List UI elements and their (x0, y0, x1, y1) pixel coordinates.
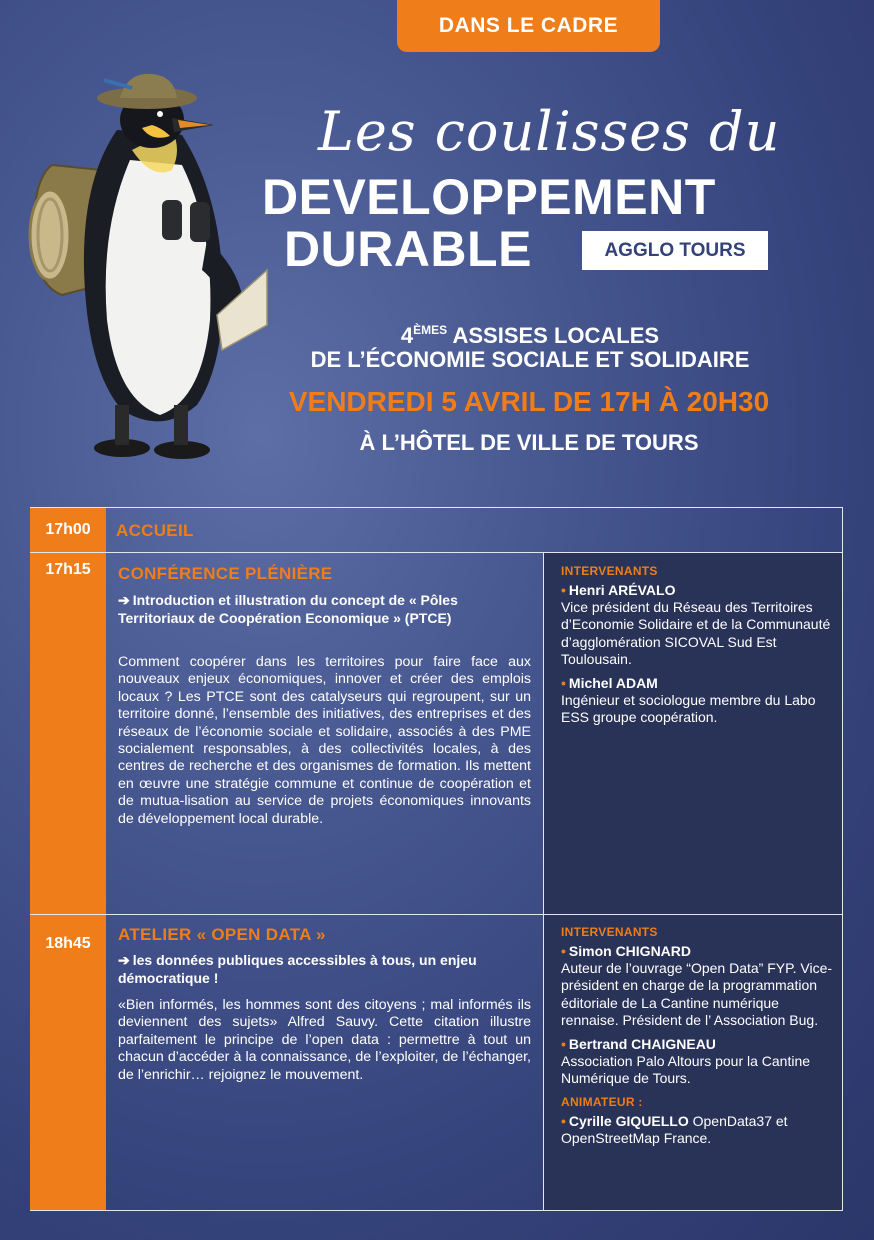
arrow-right-icon: ➔ (118, 592, 130, 608)
arrow-right-icon: ➔ (118, 952, 130, 968)
dans-le-cadre-banner: DANS LE CADRE (397, 0, 660, 52)
animator-desc: • Cyrille GIQUELLO OpenData37 et OpenStreetMap France. (561, 1112, 788, 1147)
time-18h45: 18h45 (30, 915, 106, 1210)
assises-line2: DE L’ÉCONOMIE SOCIALE ET SOLIDAIRE (310, 347, 750, 372)
atelier-intro: ➔ les données publiques accessibles à tous, un enjeu démocratique ! (118, 952, 477, 986)
speaker-desc: Association Palo Altours pour la Cantine Numérique de Tours. (561, 1053, 811, 1087)
event-place: À L’HÔTEL DE VILLE DE TOURS (359, 430, 699, 455)
speaker-desc: Vice président du Réseau des Territoires d’Economie Solidaire et de la Communauté d’agglomération SICOVAL Sud Est Toulousain. (561, 599, 831, 667)
conference-body: Comment coopérer dans les territoires pour faire face aux nouveaux enjeux économiques, innover et créer des emplois locaux ? Les PTCE sont des catalyseurs qui regroupent, sur un territoire donné, l’ensemble des initiatives, des entreprises et des réseaux de l’économie sociale et solidaire, associés à des PME socialement responsables, à des collectivités locales, à des centres de recherche et des organismes de formation. Ils mettent en œuvre une stratégie commune et continue de coopération et de mutua-lisation au service de projets économiques innovants de développement local durable. (118, 654, 531, 827)
time-17h15: 17h15 (30, 553, 106, 914)
animator-heading: ANIMATEUR : (561, 1094, 643, 1109)
speaker-desc: Auteur de l’ouvrage “Open Data” FYP. Vice-président en charge de la programmation éditoriale de La Cantine numérique rennaise. Président de l’ Association Bug. (561, 960, 833, 1028)
atelier-title: ATELIER « OPEN DATA » (118, 925, 326, 944)
atelier-body: «Bien informés, les hommes sont des citoyens ; mal informés ils deviennent des sujets» Alfred Sauvy. Cette citation illustre parfaitement le principe de l’open data : permettre à tout un chacun d’accéder à la connaissance, de l’exploiter, de l’échanger, de l’enrichir… rejoignez le mouvement. (118, 997, 531, 1083)
script-title: Les coulisses du (318, 100, 781, 163)
conference-speakers-panel (544, 553, 842, 914)
conference-title: CONFÉRENCE PLÉNIÈRE (118, 564, 333, 583)
speaker-name: • Michel ADAM (561, 675, 658, 692)
title-developpement: DEVELOPPEMENT (262, 169, 716, 225)
time-17h00: 17h00 (30, 508, 106, 552)
speaker-name: • Simon CHIGNARD (561, 943, 692, 959)
speaker-name: • Henri ARÉVALO (561, 582, 676, 598)
program-table (30, 507, 843, 1211)
atelier-speakers-panel (544, 915, 842, 1210)
speakers-heading: INTERVENANTS (561, 564, 658, 578)
speakers-heading: INTERVENANTS (561, 925, 658, 939)
title-durable: DURABLE (284, 221, 532, 277)
accueil-title: ACCUEIL (116, 521, 194, 540)
speaker-name: • Bertrand CHAIGNEAU (561, 1036, 716, 1053)
speaker-desc: Ingénieur et sociologue membre du Labo ESS groupe coopération. (561, 692, 816, 726)
assises-line1: 4ÈMES ASSISES LOCALES (400, 323, 660, 348)
event-date: VENDREDI 5 AVRIL DE 17H À 20H30 (288, 386, 770, 417)
agglo-tours-badge: AGGLO TOURS (582, 231, 768, 270)
conference-intro: ➔ Introduction et illustration du concept de « Pôles Territoriaux de Coopération Economique » (PTCE) (118, 592, 458, 626)
